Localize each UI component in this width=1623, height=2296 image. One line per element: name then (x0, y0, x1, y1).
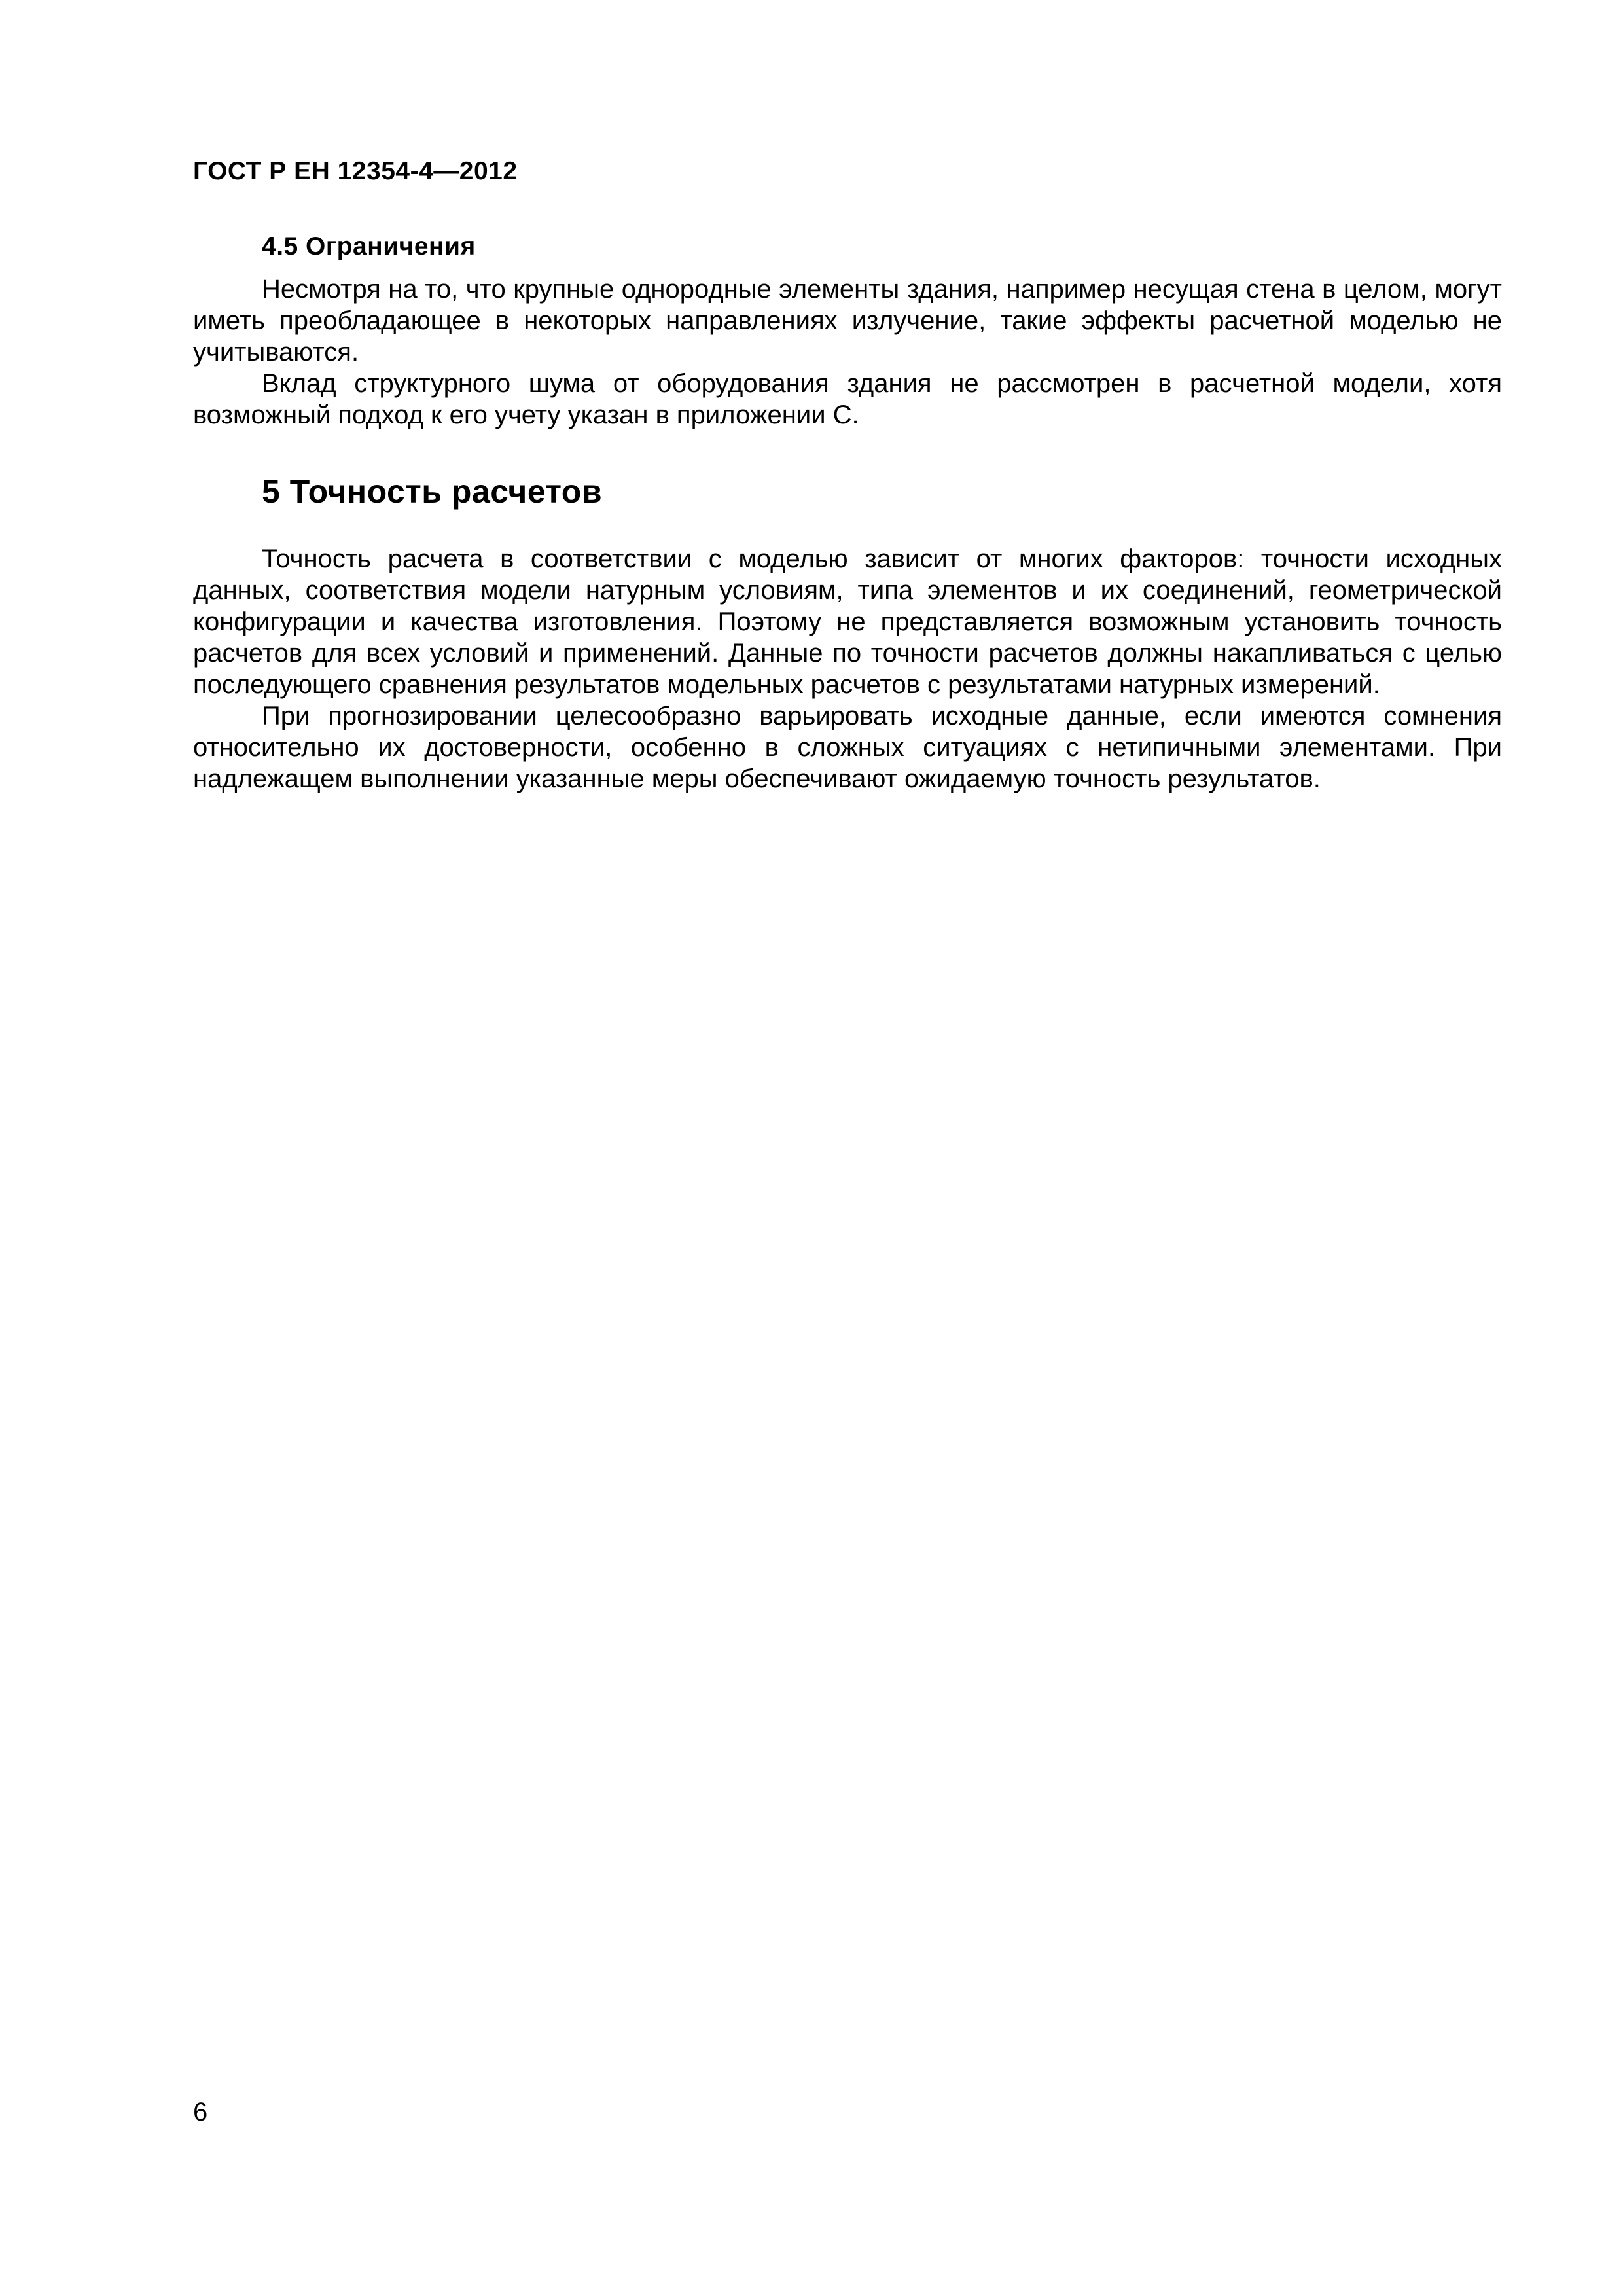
section-title: 5 Точность расчетов (262, 473, 603, 510)
section-5-body (193, 543, 1502, 795)
paragraph: Вклад структурного шума от оборудования здания не рассмотрен в расчетной модели, хотя возможный подход к его учету указан в приложении С. (193, 369, 1502, 429)
paragraph: Несмотря на то, что крупные однородные элементы здания, например несущая стена в целом, могут иметь преобладающее в некоторых направлениях излучение, такие эффекты расчетной моделью не учитываются. (193, 275, 1502, 367)
subsection-title: 4.5 Ограничения (262, 232, 476, 260)
page-number: 6 (193, 2098, 208, 2126)
paragraph: При прогнозировании целесообразно варьировать исходные данные, если имеются сомнения относительно их достоверности, особенно в сложных ситуациях с нетипичными элементами. При надлежащем выполнении указанные меры обеспечивают ожидаемую точность результатов. (193, 702, 1502, 793)
document-header: ГОСТ Р ЕН 12354-4—2012 (193, 157, 518, 185)
section-4-5-body (193, 274, 1502, 431)
paragraph: Точность расчета в соответствии с моделью зависит от многих факторов: точности исходных данных, соответствия модели натурным условиям, типа элементов и их соединений, геометрической конфигурации и качества изготовления. Поэтому не представляется возможным установить точность расчетов для всех условий и применений. Данные по точности расчетов должны накапливаться с целью последующего сравнения результатов модельных расчетов с результатами натурных измерений. (193, 545, 1502, 699)
